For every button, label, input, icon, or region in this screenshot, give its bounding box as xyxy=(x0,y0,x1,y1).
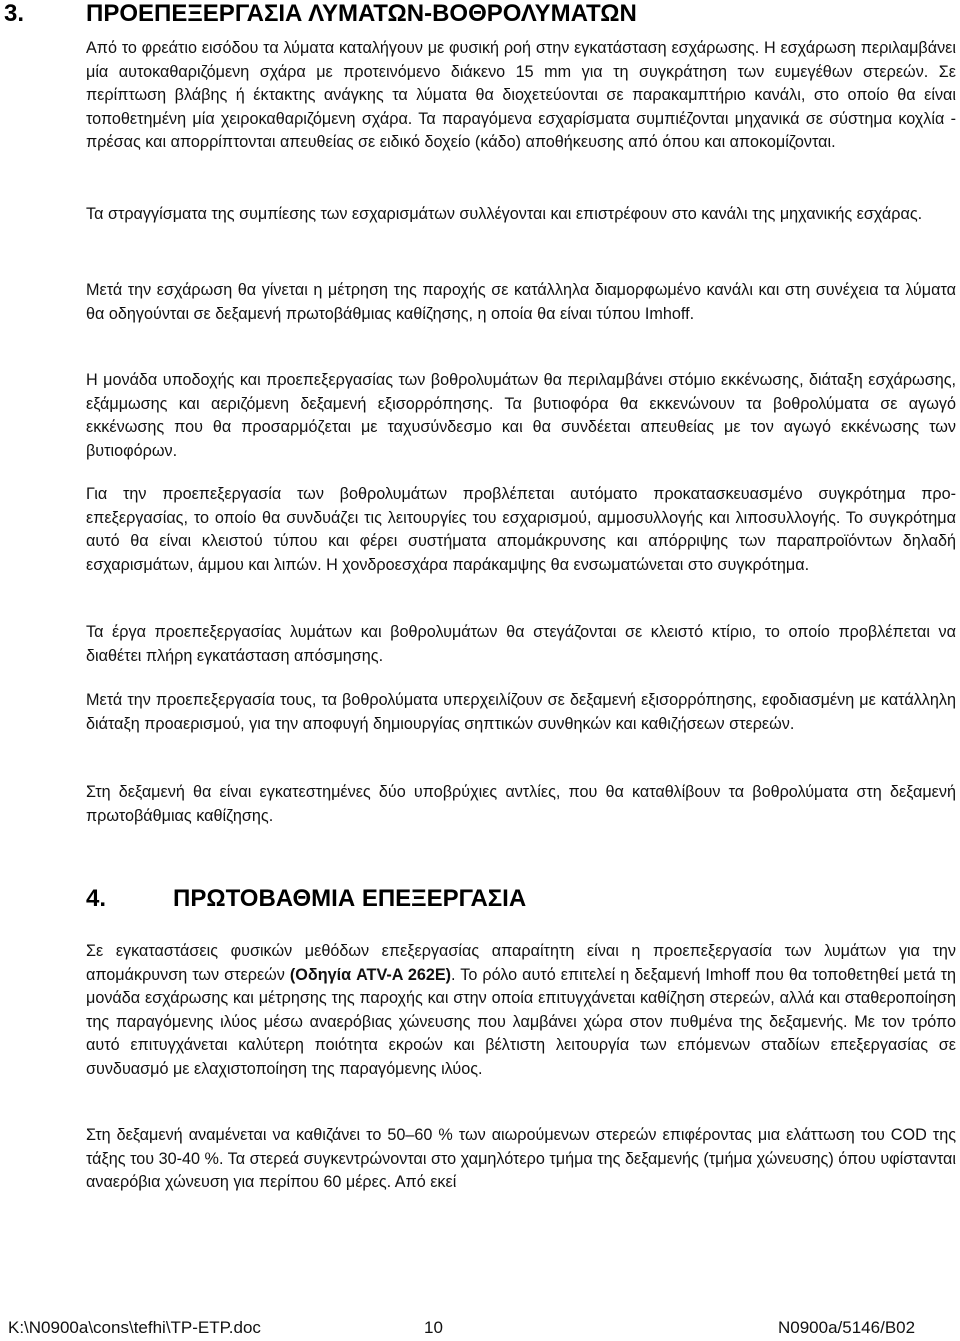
footer-reference: N0900a/5146/B02 xyxy=(778,1318,916,1337)
section-4-paragraph-1 xyxy=(86,940,956,1082)
section-4-paragraph-2: Στη δεξαμενή αναμένεται να καθιζάνει το 50–60 % των αιωρούμενων στερεών επιφέροντας μια ελάττωση του COD της τάξης του 30-40 %. Τα στερεά συγκεντρώνονται στο χαμηλότερο τμήμα της δεξαμενής (τμήμα χώνευσης) όπου υφίστανται αναερόβια χώνευση για περίπου 60 μέρες. Από εκεί xyxy=(86,1126,956,1192)
section-4-number: 4. xyxy=(86,885,107,912)
footer-page-number: 10 xyxy=(424,1318,443,1337)
section-3-heading xyxy=(0,0,960,30)
section-3-paragraph-2: Τα στραγγίσματα της συμπίεσης των εσχαρισμάτων συλλέγονται και επιστρέφουν στο κανάλι της μηχανικής εσχάρας. xyxy=(86,205,923,223)
section-3-paragraph-8: Στη δεξαμενή θα είναι εγκατεστημένες δύο υποβρύχιες αντλίες, που θα καταθλίβουν τα βοθρολύματα στη δεξαμενή πρωτοβάθμιας καθίζησης. xyxy=(86,783,956,825)
atv-reference: (Οδηγία ATV-A 262E) xyxy=(289,965,452,984)
section-3-paragraph-4: Η μονάδα υποδοχής και προεπεξεργασίας των βοθρολυμάτων θα περιλαμβάνει στόμιο εκκένωσης, διάταξη εσχάρωσης, εξάμμωσης και αεριζόμενη δεξαμενή εξισορρόπησης. Τα βυτιοφόρα θα εκκενώνουν τα βοθρολύματα σε αγωγό εκκένωσης που θα προσαρμόζεται με ταχυσύνδεσμο και θα συνδέεται απευθείας με τον αγωγό εκκένωσης των βυτιοφόρων. xyxy=(86,371,956,460)
page-footer xyxy=(0,1318,960,1340)
section-4-paragraph-1-text-a: Σε εγκαταστάσεις φυσικών μεθόδων επεξεργασίας απαραίτητη είναι η προεπεξεργασία των λυμάτων για την απομάκρυνση των στερεών xyxy=(86,942,956,984)
section-3-paragraph-3: Μετά την εσχάρωση θα γίνεται η μέτρηση της παροχής σε κατάλληλα διαμορφωμένο κανάλι και στη συνέχεια τα λύματα θα οδηγούνται σε δεξαμενή πρωτοβάθμιας καθίζησης, η οποία θα είναι τύπου Imhoff. xyxy=(86,281,956,323)
section-3-number: 3. xyxy=(4,0,25,27)
footer-file-path: K:\N0900a\cons\tefhi\TP-ETP.doc xyxy=(8,1318,261,1337)
section-3-paragraph-7: Μετά την προεπεξεργασία τους, τα βοθρολύματα υπερχειλίζουν σε δεξαμενή εξισορρόπησης, εφοδιασμένη με κατάλληλη διάταξη προαερισμού, για την αποφυγή δημιουργίας σηπτικών συνθηκών και καθιζήσεων στερεών. xyxy=(86,691,956,733)
section-4-title: ΠΡΩΤΟΒΑΘΜΙΑ ΕΠΕΞΕΡΓΑΣΙΑ xyxy=(173,885,527,912)
section-3-paragraph-6: Τα έργα προεπεξεργασίας λυμάτων και βοθρολυμάτων θα στεγάζονται σε κλειστό κτίριο, το οποίο προβλέπεται να διαθέτει πλήρη εγκατάσταση απόσμησης. xyxy=(86,623,956,665)
section-4-paragraph-1-text-b: . Το ρόλο αυτό επιτελεί η δεξαμενή Imhoff που θα τοποθετηθεί μετά τη μονάδα εσχάρωσης και μέτρησης της παροχής και στην οποία επιτυγχάνεται καθίζηση στερεών, αλλά και σταθεροποίηση της παραγόμενης ιλύος μέσω αναερόβιας χώνευσης που λαμβάνει χώρα στον πυθμένα της δεξαμενής. Με τον τρόπο αυτό επιτυγχάνεται καλύτερη ποιότητα εκροών και βέλτιστη λειτουργία των επόμενων σταδίων επεξεργασίας σε συνδυασμό με ελαχιστοποίηση της παραγόμενης ιλύος. xyxy=(86,965,957,1078)
section-3-title: ΠΡΟΕΠΕΞΕΡΓΑΣΙΑ ΛΥΜΑΤΩΝ-ΒΟΘΡΟΛΥΜΑΤΩΝ xyxy=(86,0,637,27)
section-4-heading xyxy=(0,885,960,915)
section-3-paragraph-5: Για την προεπεξεργασία των βοθρολυμάτων προβλέπεται αυτόματο προκατασκευασμένο συγκρότημα προ-επεξεργασίας, το οποίο θα συνδυάζει τις λειτουργίες του εσχαρισμού, αμμοσυλλογής και λιποσυλλογής. Το συγκρότημα αυτό θα είναι κλειστού τύπου και φέρει συστήματα απομάκρυνσης και απόρριψης των παραπροϊόντων δηλαδή εσχαρισμάτων, άμμου και λιπών. Η χονδροεσχάρα παράκαμψης θα ενσωματώνεται στο συγκρότημα. xyxy=(86,485,956,574)
section-3-paragraph-1: Από το φρεάτιο εισόδου τα λύματα καταλήγουν με φυσική ροή στην εγκατάσταση εσχάρωσης. Η εσχάρωση περιλαμβάνει μία αυτοκαθαριζόμενη σχάρα με προτεινόμενο διάκενο 15 mm για τη συγκράτηση των ευμεγέθων στερεών. Σε περίπτωση βλάβης ή έκτακτης ανάγκης τα λύματα θα διοχετεύονται σε παρακαμπτήριο κανάλι, στο οποίο θα είναι τοποθετημένη μία χειροκαθαριζόμενη σχάρα. Τα παραγόμενα εσχαρίσματα συμπιέζονται μηχανικά σε σύστημα κοχλία - πρέσας και απορρίπτονται απευθείας σε ειδικό δοχείο (κάδο) αποθήκευσης από όπου και αποκομίζονται. xyxy=(86,39,956,152)
